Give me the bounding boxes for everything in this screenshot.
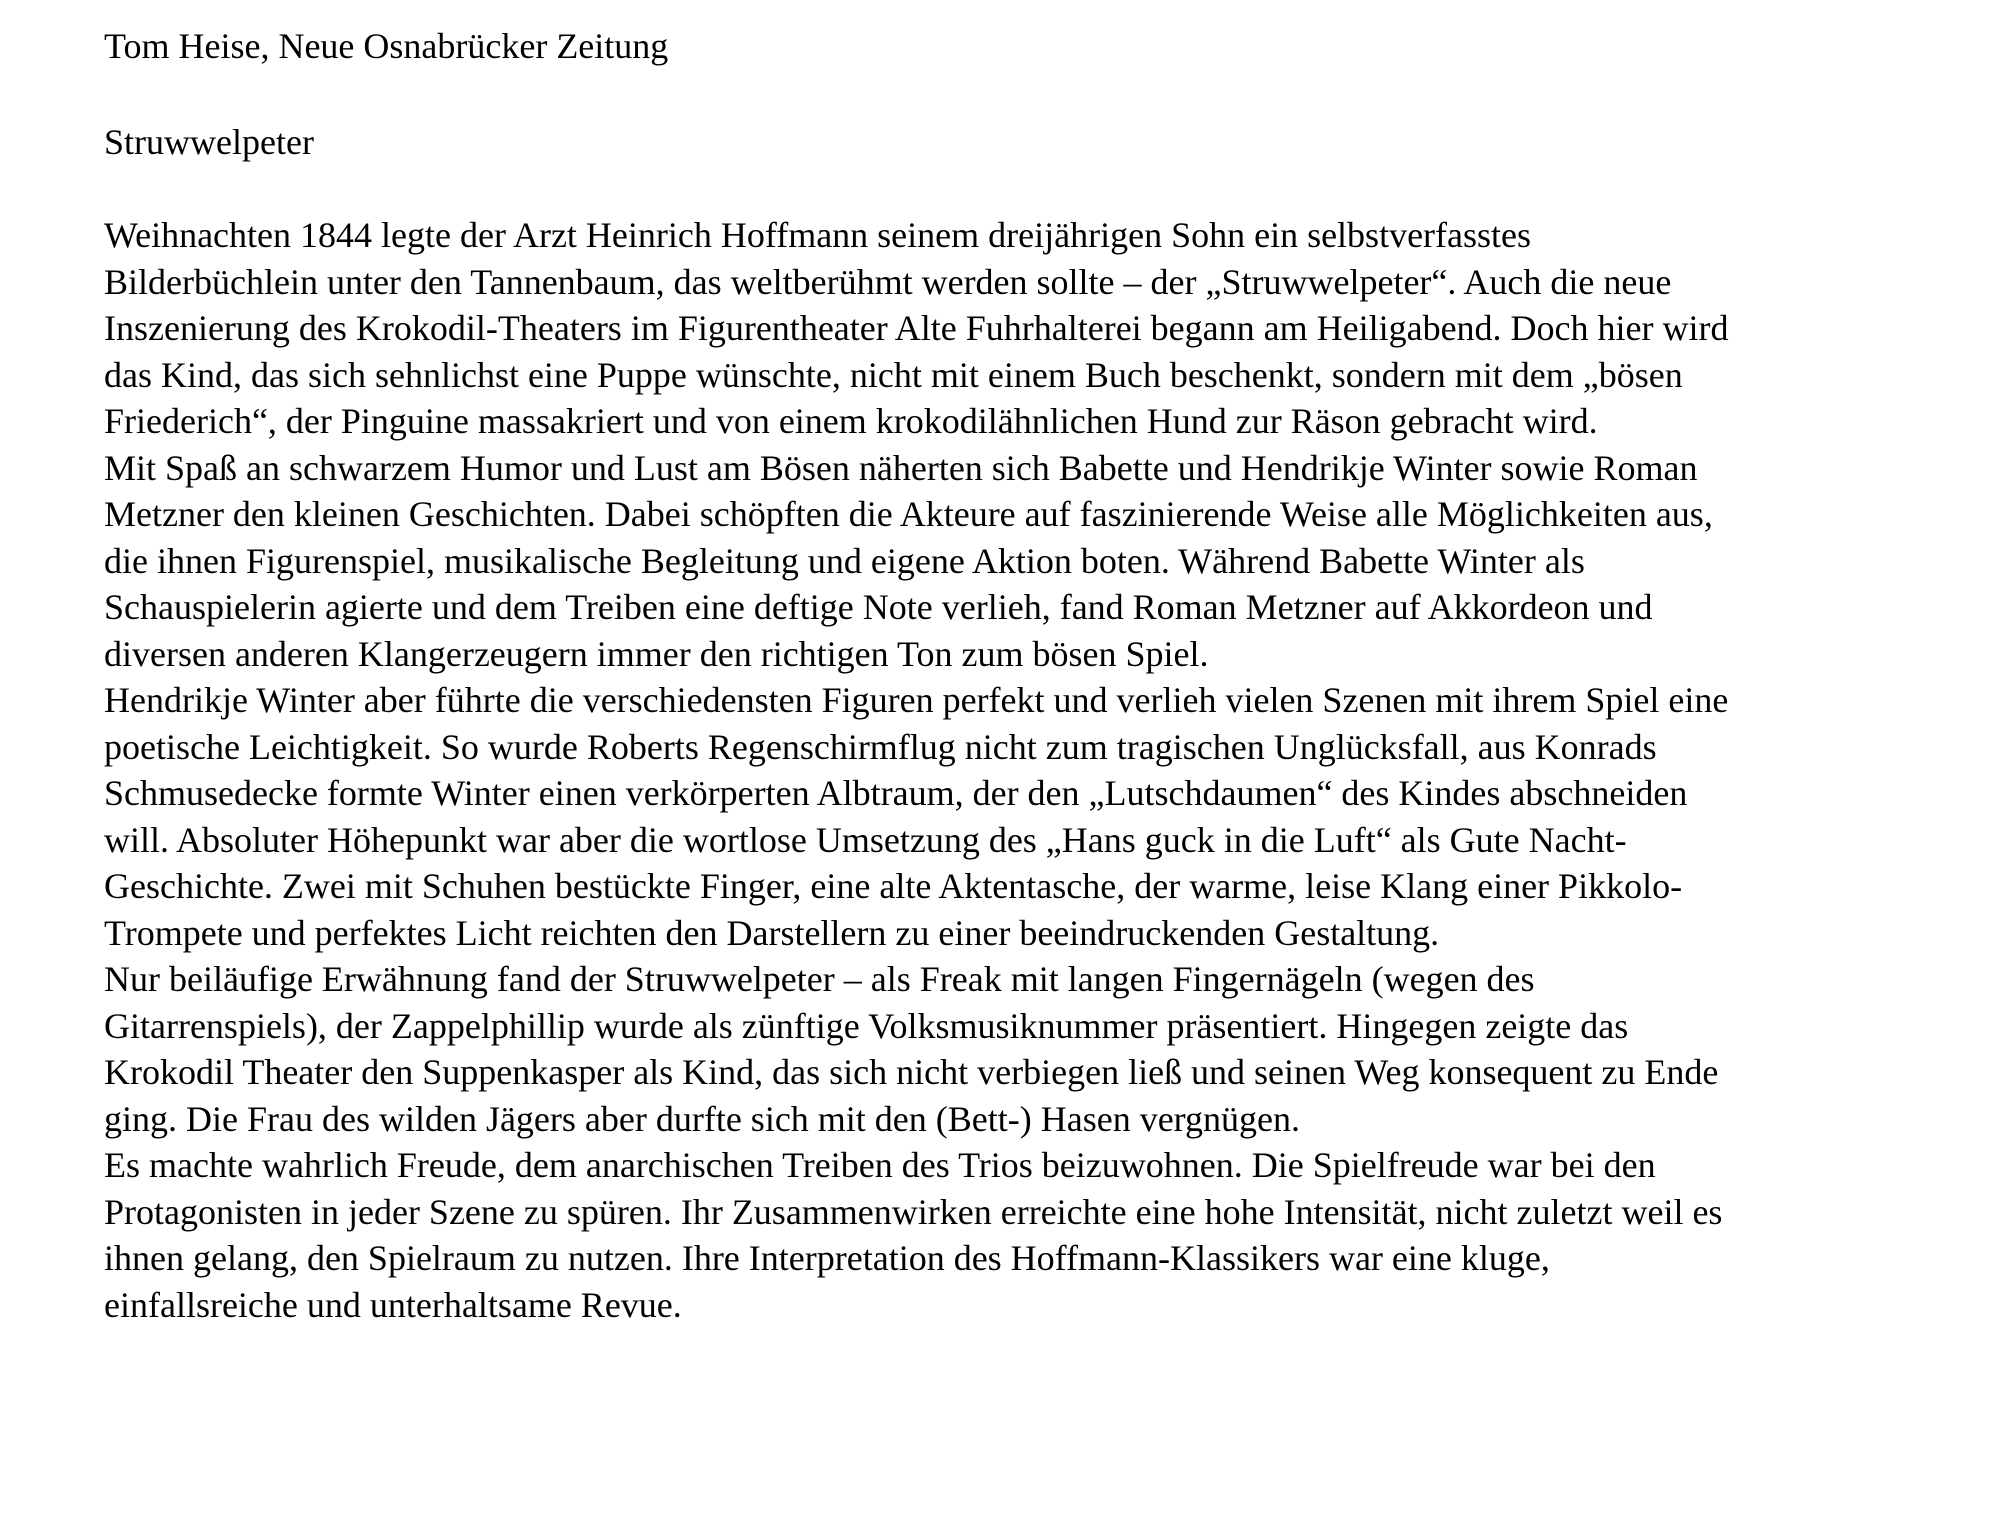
body-line: Bilderbüchlein unter den Tannenbaum, das weltberühmt werden sollte – der „Struwwelpeter“. Auch die neue — [104, 261, 1672, 302]
body-line: Protagonisten in jeder Szene zu spüren. Ihr Zusammenwirken erreichte eine hohe Intensität, nicht zuletzt weil es — [104, 1191, 1723, 1232]
body-line: Weihnachten 1844 legte der Arzt Heinrich Hoffmann seinem dreijährigen Sohn ein selbstverfasstes — [104, 215, 1532, 255]
body-line: Es machte wahrlich Freude, dem anarchischen Treiben des Trios beizuwohnen. Die Spielfreude war bei den — [104, 1145, 1656, 1185]
body-line: Mit Spaß an schwarzem Humor und Lust am Bösen näherten sich Babette und Hendrikje Winter sowie Roman — [104, 447, 1698, 488]
body-line: einfallsreiche und unterhaltsame Revue. — [104, 1284, 682, 1325]
body-line: das Kind, das sich sehnlichst eine Puppe wünschte, nicht mit einem Buch beschenkt, sondern mit dem „bösen — [104, 354, 1683, 395]
body-line: Krokodil Theater den Suppenkasper als Kind, das sich nicht verbiegen ließ und seinen Weg konsequent zu Ende — [104, 1052, 1719, 1092]
body-line: ging. Die Frau des wilden Jägers aber durfte sich mit den (Bett-) Hasen vergnügen. — [104, 1098, 1300, 1139]
body-line: diversen anderen Klangerzeugern immer den richtigen Ton zum bösen Spiel. — [104, 633, 1209, 674]
body-line: Hendrikje Winter aber führte die verschiedensten Figuren perfekt und verlieh vielen Szenen mit ihrem Spiel eine — [104, 680, 1729, 720]
body-line: Inszenierung des Krokodil-Theaters im Figurentheater Alte Fuhrhalterei begann am Heiligabend. Doch hier wird — [104, 308, 1729, 348]
body-line: Geschichte. Zwei mit Schuhen bestückte Finger, eine alte Aktentasche, der warme, leise Klang einer Pikkolo- — [104, 866, 1683, 906]
body-line: Gitarrenspiels), der Zappelphillip wurde als zünftige Volksmusiknummer präsentiert. Hingegen zeigte das — [104, 1005, 1629, 1046]
body-line: Friederich“, der Pinguine massakriert und von einem krokodilähnlichen Hund zur Räson gebracht wird. — [104, 401, 1598, 441]
body-line: Metzner den kleinen Geschichten. Dabei schöpften die Akteure auf faszinierende Weise alle Möglichkeiten aus, — [104, 494, 1713, 534]
body-line: die ihnen Figurenspiel, musikalische Begleitung und eigene Aktion boten. Während Babette Winter als — [104, 540, 1585, 581]
body-line: Schmusedecke formte Winter einen verkörperten Albtraum, der den „Lutschdaumen“ des Kindes abschneiden — [104, 773, 1688, 813]
body-line: Schauspielerin agierte und dem Treiben eine deftige Note verlieh, fand Roman Metzner auf Akkordeon und — [104, 587, 1653, 627]
document-page — [104, 22, 1974, 1328]
body-line: Nur beiläufige Erwähnung fand der Struwwelpeter – als Freak mit langen Fingernägeln (wegen des — [104, 959, 1535, 999]
article-title: Struwwelpeter — [104, 122, 314, 162]
article-body — [104, 212, 1974, 1328]
body-line: will. Absoluter Höhepunkt war aber die wortlose Umsetzung des „Hans guck in die Luft“ als Gute Nacht- — [104, 819, 1627, 860]
byline: Tom Heise, Neue Osnabrücker Zeitung — [104, 26, 669, 66]
body-line: Trompete und perfektes Licht reichten den Darstellern zu einer beeindruckenden Gestaltung. — [104, 912, 1440, 953]
body-line: ihnen gelang, den Spielraum zu nutzen. Ihre Interpretation des Hoffmann-Klassikers war eine kluge, — [104, 1238, 1550, 1278]
body-line: poetische Leichtigkeit. So wurde Roberts Regenschirmflug nicht zum tragischen Unglücksfall, aus Konrads — [104, 726, 1657, 767]
